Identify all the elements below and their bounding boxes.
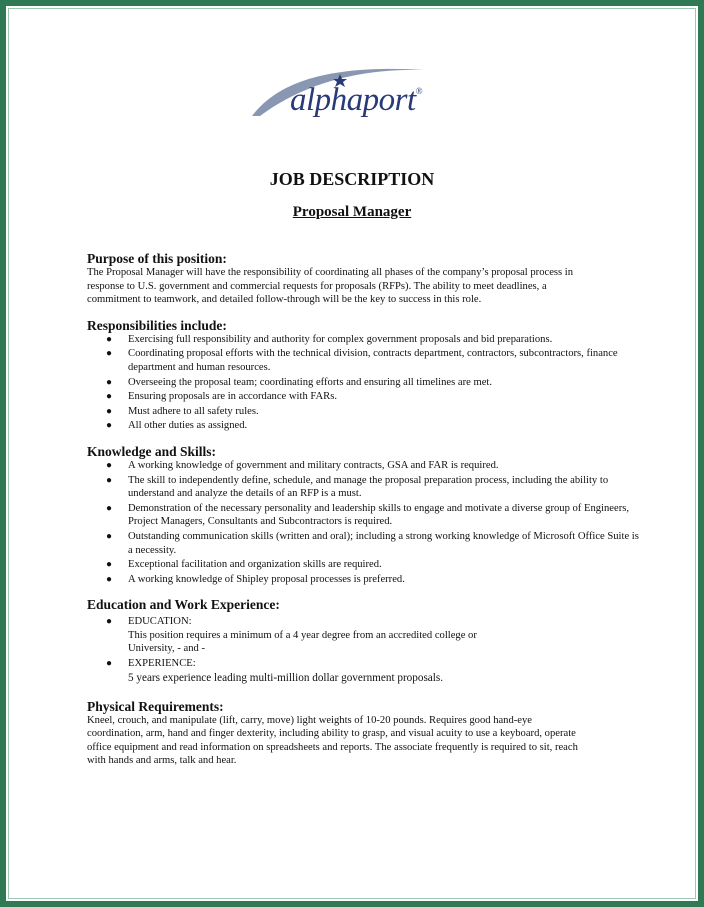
list-item: ● Ensuring proposals are in accordance with FARs. (106, 391, 337, 403)
bullet-icon: ● (106, 348, 113, 360)
bullet-icon: ● (106, 658, 113, 670)
list-item: ● Coordinating proposal efforts with the technical division, contracts department, contractors, subcontractors, finance department and human resources. (106, 348, 618, 373)
responsibilities-list (87, 333, 677, 433)
list-item: ● Exceptional facilitation and organization skills are required. (106, 559, 382, 571)
physical-text: Kneel, crouch, and manipulate (lift, carry, move) light weights of 10-20 pounds. Requires good hand-eye coordination, arm, hand and finger dexterity, including ability to grasp, and visual acuity to use a keyboard, operate office equipment and read information on spreadsheets and reports. The associate frequently is required to sit, reach with hands and arms, talk and hear. (87, 714, 578, 767)
education-item (106, 615, 677, 656)
physical-heading: Physical Requirements: (87, 698, 224, 714)
purpose-heading: Purpose of this position: (87, 251, 227, 266)
bullet-icon: ● (106, 502, 113, 514)
experience-label: EXPERIENCE: (128, 658, 196, 670)
experience-item (106, 657, 677, 685)
list-item: ● A working knowledge of Shipley proposal processes is preferred. (106, 573, 405, 585)
bullet-icon: ● (106, 559, 113, 571)
list-item: ● A working knowledge of government and military contracts, GSA and FAR is required. (106, 459, 499, 471)
experience-text: 5 years experience leading multi-million dollar government proposals. (128, 671, 444, 684)
bullet-icon: ● (106, 474, 113, 486)
physical-section (87, 699, 677, 768)
page-title: JOB DESCRIPTION (269, 169, 435, 189)
bullet-icon: ● (106, 405, 113, 417)
responsibilities-section (87, 318, 677, 433)
education-list (87, 615, 677, 684)
education-label: EDUCATION: (128, 616, 192, 628)
bullet-icon: ● (106, 420, 113, 432)
bullet-icon: ● (106, 530, 113, 542)
knowledge-section (87, 444, 677, 586)
document-body (87, 251, 677, 779)
company-logo (248, 60, 438, 130)
bullet-icon: ● (106, 391, 113, 403)
list-item: ● The skill to independently define, schedule, and manage the proposal preparation process, including the ability to understand and analyze the details of an RFP is a must. (106, 474, 609, 500)
bullet-icon: ● (106, 573, 113, 585)
bullet-icon: ● (106, 459, 113, 471)
list-item: ● All other duties as assigned. (106, 420, 248, 432)
list-item: ● Exercising full responsibility and authority for complex government proposals and bid preparations. (106, 333, 553, 345)
bullet-icon: ● (106, 376, 113, 388)
bullet-icon: ● (106, 616, 113, 628)
list-item: ● Must adhere to all safety rules. (106, 405, 259, 417)
list-item: ● Demonstration of the necessary personality and leadership skills to engage and motivate a diverse group of Engineers, Project Managers, Consultants and Subcontractors is required. (106, 502, 629, 528)
list-item: ● Outstanding communication skills (written and oral); including a strong working knowledge of Microsoft Office Suite is a necessity. (106, 530, 639, 556)
education-section (87, 597, 677, 684)
logo-wordmark: alphaport® (290, 82, 423, 118)
purpose-text: The Proposal Manager will have the responsibility of coordinating all phases of the company’s proposal process in response to U.S. government and commercial requests for proposals (RFPs). The ability to meet deadlines, a commitment to teamwork, and detailed follow-through will be the key to success in this role. (87, 267, 574, 306)
education-text: This position requires a minimum of a 4 year degree from an accredited college or University, - and - (128, 629, 477, 655)
purpose-section (87, 251, 677, 307)
knowledge-list (87, 459, 677, 586)
responsibilities-heading: Responsibilities include: (87, 317, 227, 333)
knowledge-heading: Knowledge and Skills: (87, 443, 217, 459)
list-item: ● Overseeing the proposal team; coordinating efforts and ensuring all timelines are met. (106, 376, 492, 388)
education-heading: Education and Work Experience: (87, 597, 280, 613)
job-title: Proposal Manager (292, 204, 412, 220)
bullet-icon: ● (106, 333, 113, 345)
